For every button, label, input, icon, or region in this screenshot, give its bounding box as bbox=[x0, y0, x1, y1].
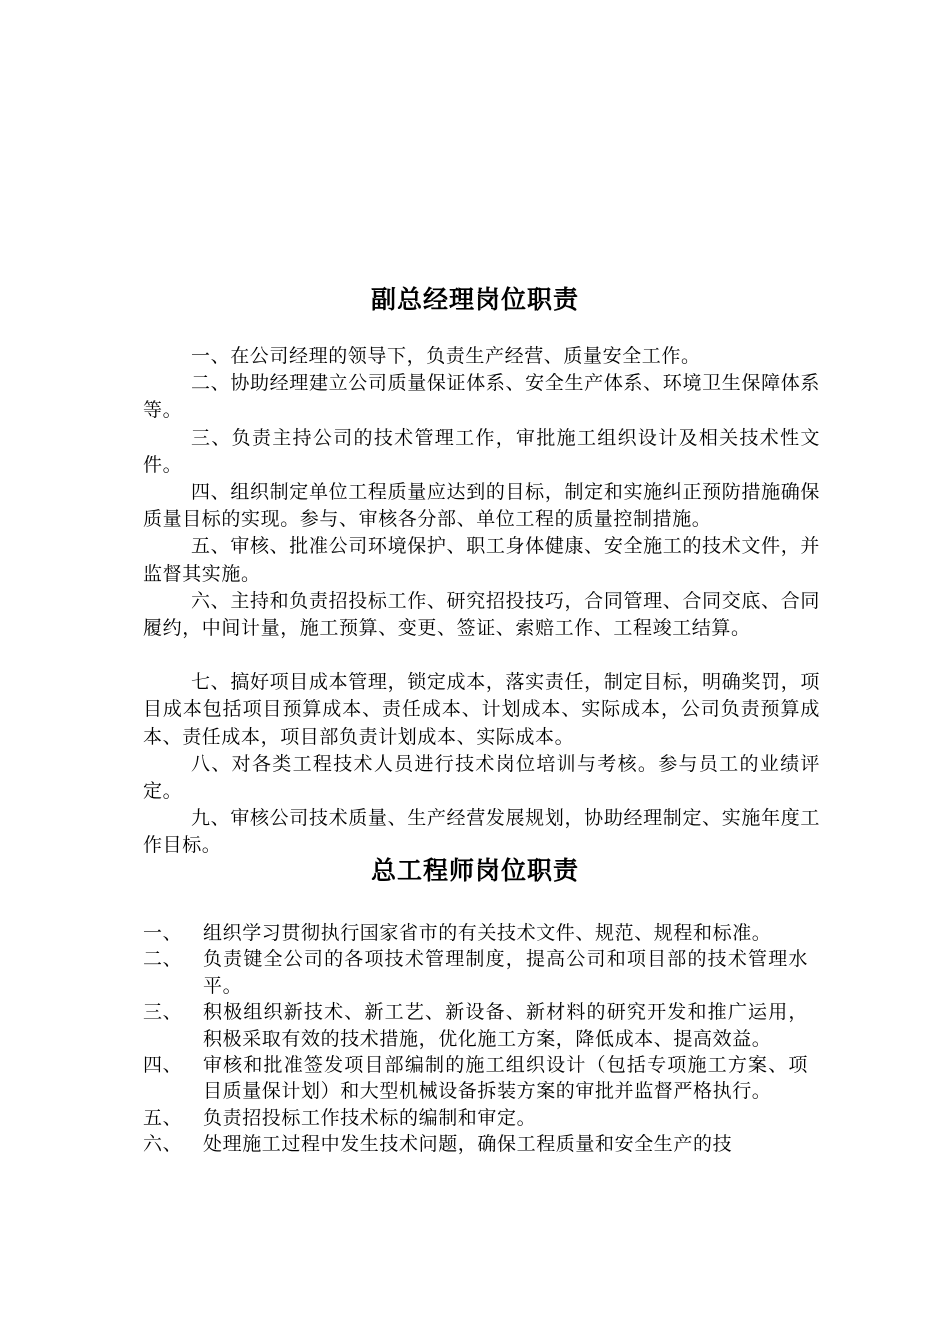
list-item-text: 审核和批准签发项目部编制的施工组织设计（包括专项施工方案、项目质量保计划）和大型机械设备拆装方案的审批并监督严格执行。 bbox=[203, 1054, 808, 1103]
duty-paragraph: 八、对各类工程技术人员进行技术岗位培训与考核。参与员工的业绩评定。 bbox=[143, 752, 820, 803]
duty-paragraph: 二、协助经理建立公司质量保证体系、安全生产体系、环境卫生保障体系等。 bbox=[143, 372, 820, 422]
duty-paragraph: 七、搞好项目成本管理，锁定成本，落实责任，制定目标，明确奖罚，项目成本包括项目预算成本、责任成本、计划成本、实际成本，公司负责预算成本、责任成本，项目部负责计划成本、实际成本。 bbox=[143, 671, 820, 748]
list-item-number: 二、 bbox=[143, 948, 183, 971]
duty-paragraph: 三、负责主持公司的技术管理工作，审批施工组织设计及相关技术性文件。 bbox=[143, 426, 820, 476]
list-item-number: 一、 bbox=[143, 922, 183, 944]
list-item bbox=[143, 1131, 820, 1157]
list-item bbox=[143, 920, 820, 946]
section-title-chief-engineer: 总工程师岗位职责 bbox=[370, 856, 579, 885]
list-item-text: 积极组织新技术、新工艺、新设备、新材料的研究开发和推广运用，积极采取有效的技术措施，优化施工方案，降低成本、提高效益。 bbox=[203, 1001, 808, 1050]
deputy-gm-duties bbox=[143, 343, 820, 860]
duty-paragraph: 一、在公司经理的领导下，负责生产经营、质量安全工作。 bbox=[191, 345, 701, 367]
list-item bbox=[143, 999, 820, 1052]
section-title-deputy-gm: 副总经理岗位职责 bbox=[370, 285, 579, 314]
duty-paragraph: 九、审核公司技术质量、生产经营发展规划，协助经理制定、实施年度工作目标。 bbox=[143, 807, 820, 857]
list-item-text: 处理施工过程中发生技术问题，确保工程质量和安全生产的技 bbox=[203, 1133, 733, 1156]
list-item-number: 五、 bbox=[143, 1106, 183, 1129]
duty-paragraph: 六、主持和负责招投标工作、研究招投技巧，合同管理、合同交底、合同履约，中间计量，施工预算、变更、签证、索赔工作、工程竣工结算。 bbox=[143, 589, 820, 640]
list-item bbox=[143, 1052, 820, 1105]
list-item-text: 组织学习贯彻执行国家省市的有关技术文件、规范、规程和标准。 bbox=[203, 922, 772, 944]
list-item-number: 六、 bbox=[143, 1133, 183, 1156]
list-item-text: 负责键全公司的各项技术管理制度，提高公司和项目部的技术管理水平。 bbox=[203, 948, 808, 997]
chief-engineer-duties bbox=[143, 920, 820, 1158]
list-item bbox=[143, 1105, 820, 1131]
duty-paragraph: 四、组织制定单位工程质量应达到的目标，制定和实施纠正预防措施确保质量目标的实现。参与、审核各分部、单位工程的质量控制措施。 bbox=[143, 481, 820, 531]
list-item-number: 四、 bbox=[143, 1054, 183, 1077]
list-item-text: 负责招投标工作技术标的编制和审定。 bbox=[203, 1106, 537, 1129]
list-item bbox=[143, 946, 820, 999]
duty-paragraph: 五、审核、批准公司环境保护、职工身体健康、安全施工的技术文件，并监督其实施。 bbox=[143, 535, 820, 585]
list-item-number: 三、 bbox=[143, 1001, 183, 1024]
